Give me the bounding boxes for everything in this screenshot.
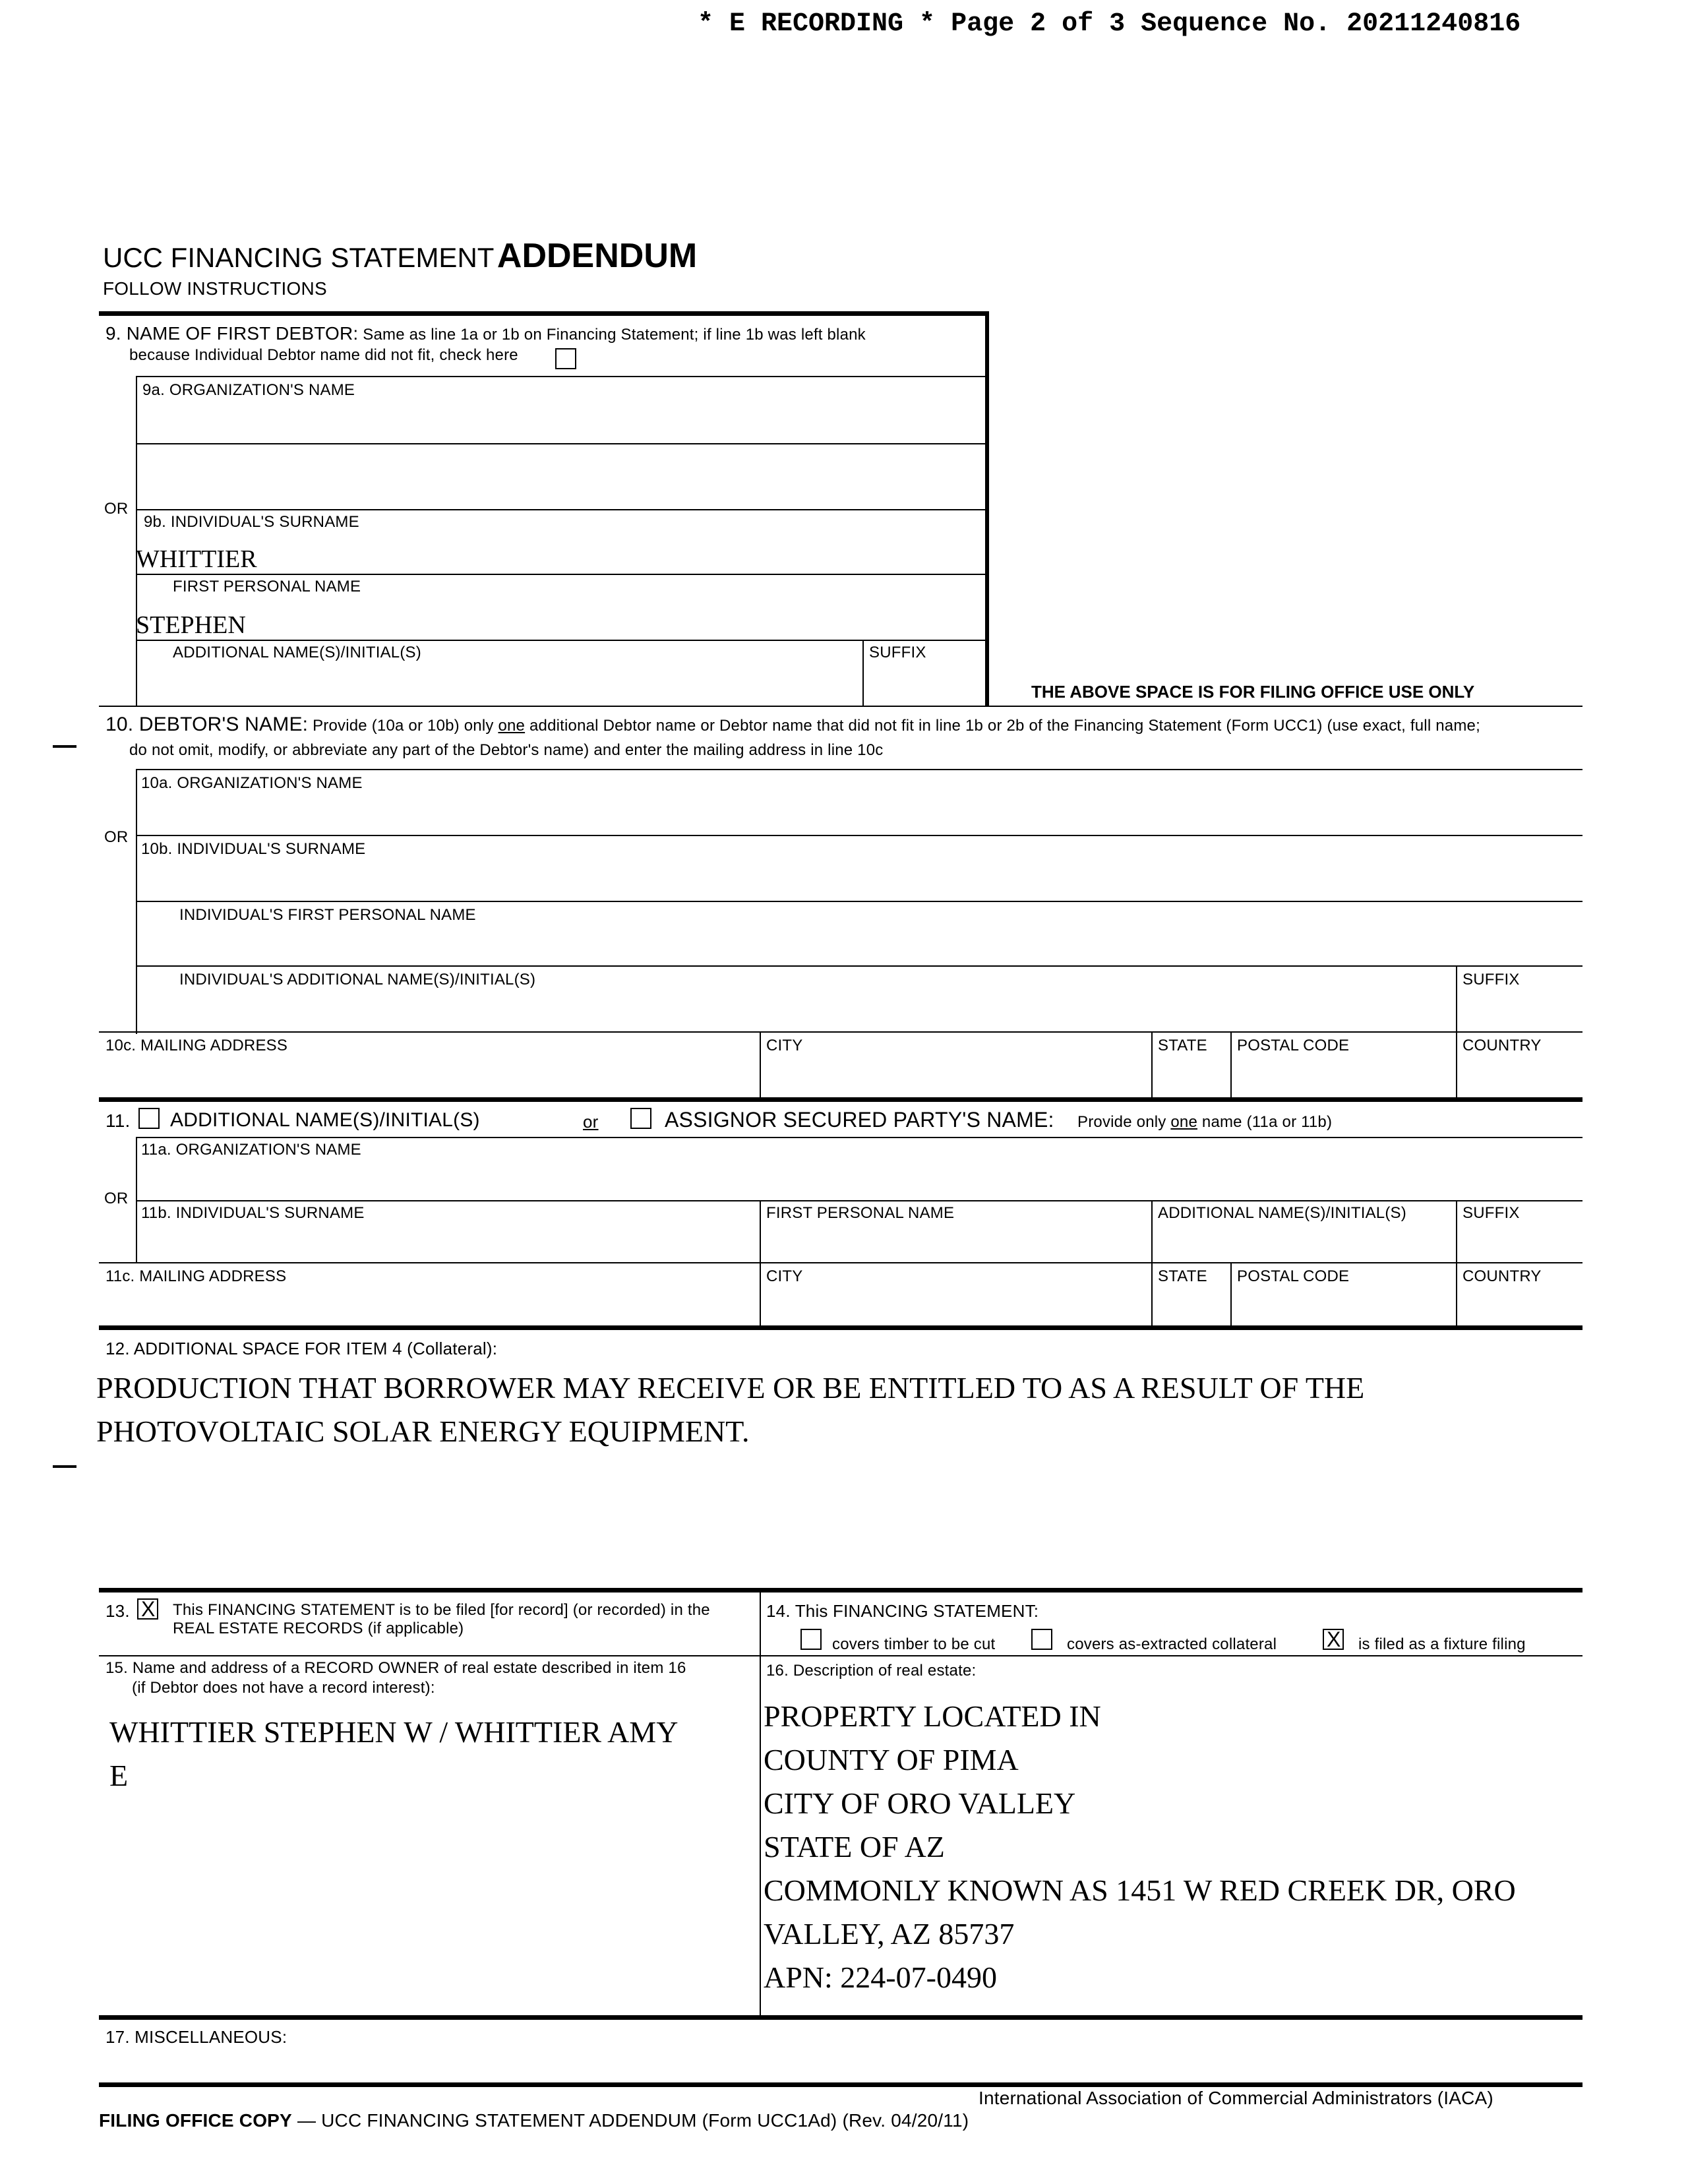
item9-left-rule: [136, 376, 137, 706]
item9-or: OR: [104, 500, 129, 518]
item15-value-2: E: [109, 1759, 129, 1792]
item11-rule-3: [99, 1262, 1582, 1263]
item11-state-label: STATE: [1158, 1267, 1207, 1285]
item11-or: OR: [104, 1190, 129, 1207]
item9-suffix-label: SUFFIX: [869, 644, 926, 661]
item11-state-divider: [1151, 1262, 1153, 1327]
item10-rule-5: [99, 1031, 1582, 1033]
item9a-label: 9a. ORGANIZATION'S NAME: [142, 381, 355, 399]
item14-label: 14. This FINANCING STATEMENT:: [766, 1601, 1039, 1621]
item10-state-divider: [1151, 1031, 1153, 1097]
item11-note: Provide only one name (11a or 11b): [1077, 1113, 1333, 1131]
item10-country-label: COUNTRY: [1462, 1037, 1542, 1054]
item9-check-box[interactable]: [555, 348, 576, 369]
item11-postal-label: POSTAL CODE: [1237, 1267, 1350, 1285]
item12-line-2: PHOTOVOLTAIC SOLAR ENERGY EQUIPMENT.: [96, 1414, 750, 1448]
item11-first-label: FIRST PERSONAL NAME: [766, 1204, 955, 1222]
item10-rule-2: [136, 835, 1582, 836]
section-17-top-rule: [99, 2015, 1582, 2020]
item10-city-divider: [760, 1031, 761, 1097]
item16-value-7: APN: 224-07-0490: [764, 1960, 997, 1994]
item16-value-5: COMMONLY KNOWN AS 1451 W RED CREEK DR, ORO: [764, 1873, 1516, 1907]
item10-first-label: INDIVIDUAL'S FIRST PERSONAL NAME: [179, 906, 476, 924]
item16-value-2: COUNTY OF PIMA: [764, 1743, 1019, 1776]
section-12-top-rule: [99, 1325, 1582, 1330]
item16-label: 16. Description of real estate:: [766, 1662, 977, 1680]
item11-additional-label: ADDITIONAL NAME(S)/INITIAL(S): [170, 1109, 480, 1131]
form-title-main: UCC FINANCING STATEMENT: [103, 242, 495, 273]
item11c-label: 11c. MAILING ADDRESS: [106, 1267, 287, 1285]
item13-text-2: REAL ESTATE RECORDS (if applicable): [173, 1620, 464, 1637]
item14-fixture-label: is filed as a fixture filing: [1358, 1635, 1526, 1653]
item9-rule-5: [136, 640, 986, 641]
item14-extracted-check-box[interactable]: [1031, 1629, 1052, 1650]
item10-postal-divider: [1230, 1031, 1232, 1097]
item10-suffix-label: SUFFIX: [1462, 971, 1520, 988]
item11-assignor-check-box[interactable]: [630, 1108, 651, 1129]
footer-rule: [99, 2082, 1582, 2087]
item11-country-divider: [1456, 1262, 1457, 1327]
item10-label-line2: do not omit, modify, or abbreviate any part of the Debtor's name) and enter the mailing address in line 10c: [129, 741, 884, 759]
recording-header: * E RECORDING * Page 2 of 3 Sequence No. 20211240816: [698, 9, 1521, 39]
item11-city-divider: [760, 1262, 761, 1327]
item9-first-value: STEPHEN: [136, 611, 246, 639]
item17-label: 17. MISCELLANEOUS:: [106, 2027, 287, 2047]
item11-rule-1: [136, 1137, 1582, 1138]
item11-or-word: or: [583, 1112, 599, 1132]
footer-iaca: International Association of Commercial Administrators (IACA): [979, 2088, 1493, 2108]
item15-label-1: 15. Name and address of a RECORD OWNER of real estate described in item 16: [106, 1659, 686, 1677]
item11b-left-rule: [136, 1200, 137, 1263]
item9-suffix-divider: [862, 640, 864, 706]
section-13-top-rule: [99, 1588, 1582, 1592]
item9-label-line2: because Individual Debtor name did not fit, check here: [129, 346, 518, 364]
item11-assignor-label: ASSIGNOR SECURED PARTY'S NAME:: [665, 1108, 1054, 1132]
item10-label: 10. DEBTOR'S NAME: Provide (10a or 10b) only one additional Debtor name or Debtor name that did not fit in line 1b or 2b of the Financing Statement (Form UCC1) (use exact, full name;: [106, 713, 1480, 735]
item16-value-3: CITY OF ORO VALLEY: [764, 1786, 1076, 1820]
filing-office-note: THE ABOVE SPACE IS FOR FILING OFFICE USE ONLY: [1031, 682, 1475, 702]
item9-rule-4: [136, 574, 986, 575]
item12-line-1: PRODUCTION THAT BORROWER MAY RECEIVE OR BE ENTITLED TO AS A RESULT OF THE: [96, 1371, 1365, 1405]
margin-mark: [53, 1465, 76, 1468]
section-9-top-rule: [99, 311, 989, 316]
item9b-label: 9b. INDIVIDUAL'S SURNAME: [144, 513, 359, 531]
item9-label: 9. NAME OF FIRST DEBTOR: Same as line 1a or 1b on Financing Statement; if line 1b was left blank: [106, 323, 866, 344]
item14-fixture-check-box[interactable]: [1323, 1629, 1344, 1650]
item9-rule-2: [136, 443, 986, 444]
item11-first-divider: [760, 1200, 761, 1263]
item15-label-2: (if Debtor does not have a record interest):: [132, 1679, 435, 1697]
item14-timber-label: covers timber to be cut: [832, 1635, 996, 1653]
item12-label: 12. ADDITIONAL SPACE FOR ITEM 4 (Collateral):: [106, 1339, 498, 1358]
item16-value-6: VALLEY, AZ 85737: [764, 1917, 1015, 1951]
item11-additional-name-label: ADDITIONAL NAME(S)/INITIAL(S): [1158, 1204, 1406, 1222]
item10c-label: 10c. MAILING ADDRESS: [106, 1037, 288, 1054]
margin-mark: [53, 745, 76, 748]
item15-value-1: WHITTIER STEPHEN W / WHITTIER AMY: [109, 1715, 678, 1749]
item10-city-label: CITY: [766, 1037, 803, 1054]
item11-rule-2: [136, 1200, 1582, 1201]
follow-instructions: FOLLOW INSTRUCTIONS: [103, 278, 327, 299]
item11-postal-divider: [1230, 1262, 1232, 1327]
item10b-label: 10b. INDIVIDUAL'S SURNAME: [141, 840, 366, 858]
item9-additional-label: ADDITIONAL NAME(S)/INITIAL(S): [173, 644, 421, 661]
section-15-top-rule: [99, 1655, 1582, 1656]
item9b-surname-value: WHITTIER: [136, 545, 257, 573]
item10-or: OR: [104, 828, 129, 846]
item11-additional-divider: [1151, 1200, 1153, 1263]
item11-num: 11.: [106, 1110, 131, 1131]
item11b-label: 11b. INDIVIDUAL'S SURNAME: [141, 1204, 365, 1222]
item11-city-label: CITY: [766, 1267, 803, 1285]
item9-rule-3: [136, 509, 986, 510]
item14-timber-check-box[interactable]: [800, 1629, 822, 1650]
section-11-top-rule: [99, 1097, 1582, 1102]
item11-suffix-divider: [1456, 1200, 1457, 1263]
item11-suffix-label: SUFFIX: [1462, 1204, 1520, 1222]
item10-state-label: STATE: [1158, 1037, 1207, 1054]
item13-num: 13.: [106, 1601, 130, 1621]
item10-rule-1: [136, 769, 1582, 770]
item11-country-label: COUNTRY: [1462, 1267, 1542, 1285]
item11-left-rule: [136, 1137, 137, 1201]
item11-additional-check-box[interactable]: [138, 1108, 160, 1129]
item16-value-1: PROPERTY LOCATED IN: [764, 1699, 1101, 1733]
form-title-bold: ADDENDUM: [497, 237, 698, 275]
section-13-14-divider: [760, 1588, 761, 2017]
item10-additional-label: INDIVIDUAL'S ADDITIONAL NAME(S)/INITIAL(S): [179, 971, 536, 988]
item9-rule-1: [136, 376, 986, 377]
item16-value-4: STATE OF AZ: [764, 1830, 945, 1864]
item14-extracted-label: covers as-extracted collateral: [1067, 1635, 1277, 1653]
item10-rule-3: [136, 901, 1582, 902]
item13-text-1: This FINANCING STATEMENT is to be filed [for record] (or recorded) in the: [173, 1601, 710, 1619]
item10-postal-label: POSTAL CODE: [1237, 1037, 1350, 1054]
form-title: [103, 236, 697, 276]
item9-first-label: FIRST PERSONAL NAME: [173, 578, 361, 595]
item13-check-box[interactable]: [137, 1598, 158, 1620]
item10a-label: 10a. ORGANIZATION'S NAME: [141, 774, 363, 792]
section-10-top-rule: [99, 706, 1582, 707]
footer-copy: FILING OFFICE COPY — UCC FINANCING STATEMENT ADDENDUM (Form UCC1Ad) (Rev. 04/20/11): [99, 2110, 969, 2131]
item10-rule-4: [136, 965, 1582, 967]
item11a-label: 11a. ORGANIZATION'S NAME: [141, 1141, 361, 1159]
